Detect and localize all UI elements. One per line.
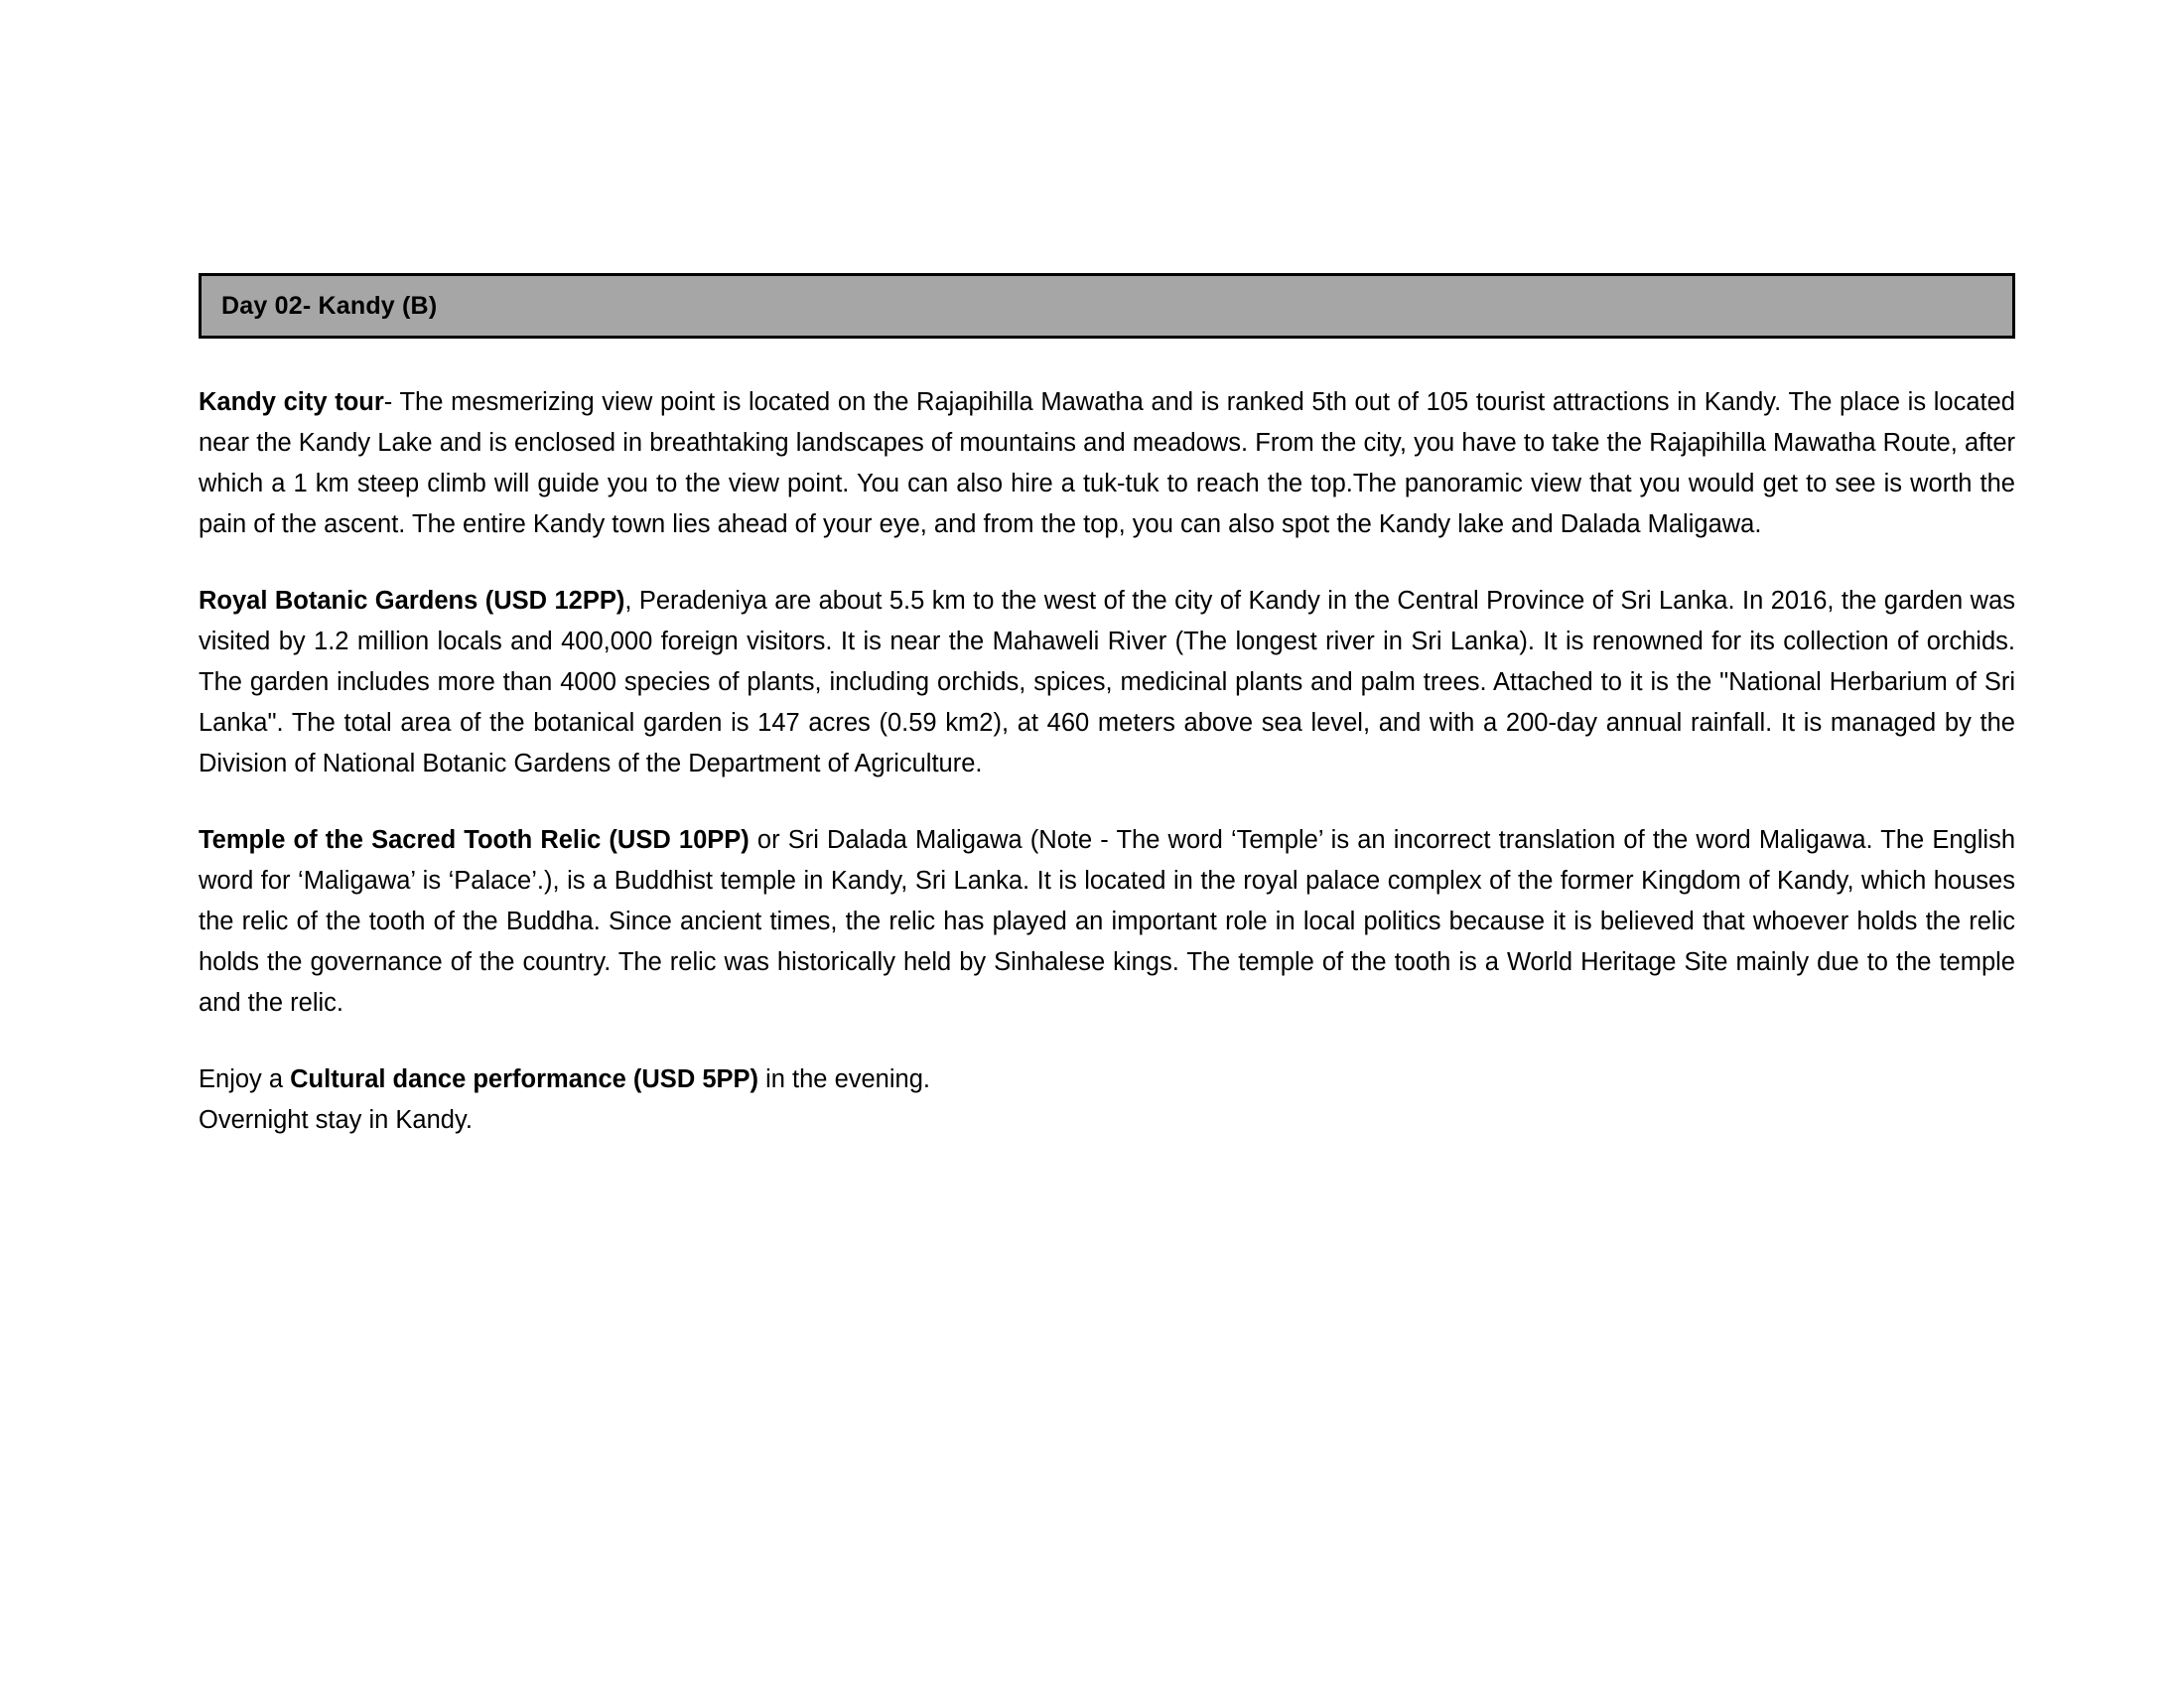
section-temple-sacred-tooth-relic	[199, 820, 2015, 1024]
spacer	[199, 339, 2015, 382]
closing-enjoy-bold: Cultural dance performance (USD 5PP)	[290, 1065, 759, 1093]
section-body-royal-botanic-gardens: , Peradeniya are about 5.5 km to the west of the city of Kandy in the Central Province of Sri Lanka. In 2016, the garden was visited by 1.2 million locals and 400,000 foreign visitors. It is near the Mahaweli River (The longest river in Sri Lanka). It is renowned for its collection of orchids. The garden includes more than 4000 species of plants, including orchids, spices, medicinal plants and palm trees. Attached to it is the "National Herbarium of Sri Lanka". The total area of the botanical garden is 147 acres (0.59 km2), at 460 meters above sea level, and with a 200-day annual rainfall. It is managed by the Division of National Botanic Gardens of the Department of Agriculture.	[199, 587, 2015, 777]
section-body-kandy-city-tour: - The mesmerizing view point is located on the Rajapihilla Mawatha and is ranked 5th out of 105 tourist attractions in Kandy. The place is located near the Kandy Lake and is enclosed in breathtaking landscapes of mountains and meadows. From the city, you have to take the Rajapihilla Mawatha Route, after which a 1 km steep climb will guide you to the view point. You can also hire a tuk-tuk to reach the top.The panoramic view that you would get to see is worth the pain of the ascent. The entire Kandy town lies ahead of your eye, and from the top, you can also spot the Kandy lake and Dalada Maligawa.	[199, 388, 2015, 538]
document-content	[199, 273, 2015, 1141]
spacer	[199, 784, 2015, 820]
section-royal-botanic-gardens	[199, 581, 2015, 784]
section-lead-temple-sacred-tooth-relic: Temple of the Sacred Tooth Relic (USD 10PP)	[199, 826, 750, 854]
closing-overnight-line: Overnight stay in Kandy.	[199, 1106, 473, 1134]
section-kandy-city-tour	[199, 382, 2015, 545]
closing-enjoy-line	[199, 1059, 2015, 1100]
spacer	[199, 545, 2015, 581]
day-header-title: Day 02- Kandy (B)	[221, 291, 438, 320]
section-lead-royal-botanic-gardens: Royal Botanic Gardens (USD 12PP)	[199, 587, 625, 615]
spacer	[199, 1024, 2015, 1059]
closing-enjoy-suffix: in the evening.	[758, 1065, 930, 1093]
section-body-temple-sacred-tooth-relic: or Sri Dalada Maligawa (Note - The word ‘Temple’ is an incorrect translation of the word Maligawa. The English word for ‘Maligawa’ is ‘Palace’.), is a Buddhist temple in Kandy, Sri Lanka. It is located in the royal palace complex of the former Kingdom of Kandy, which houses the relic of the tooth of the Buddha. Since ancient times, the relic has played an important role in local politics because it is believed that whoever holds the relic holds the governance of the country. The relic was historically held by Sinhalese kings. The temple of the tooth is a World Heritage Site mainly due to the temple and the relic.	[199, 826, 2016, 1017]
closing-enjoy-prefix: Enjoy a	[199, 1065, 291, 1093]
section-lead-kandy-city-tour: Kandy city tour	[199, 388, 384, 416]
day-header-bar	[199, 273, 2015, 339]
